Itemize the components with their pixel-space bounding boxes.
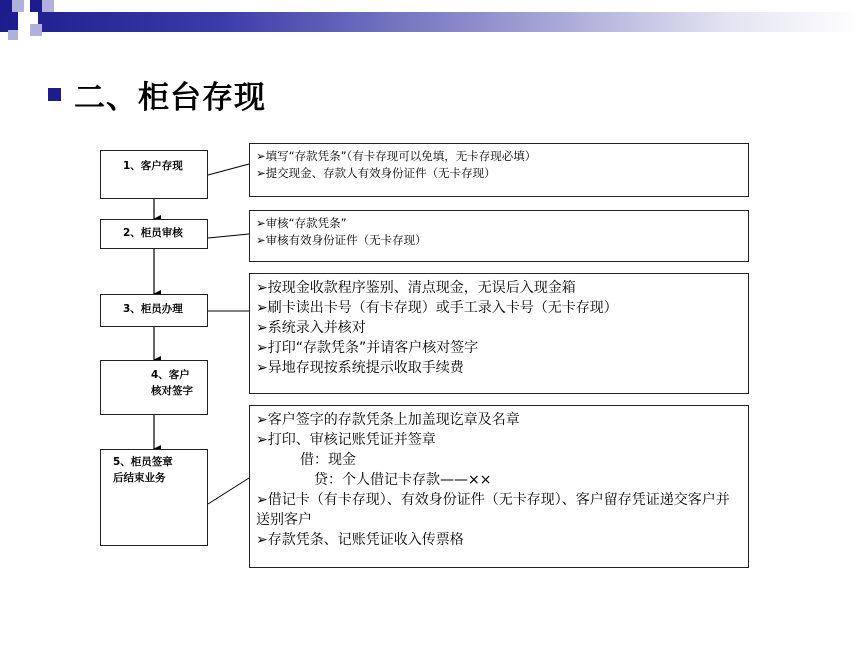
detail-line: ➢异地存现按系统提示收取手续费 (256, 360, 464, 376)
detail-line: ➢打印“存款凭条”并请客户核对签字 (256, 340, 479, 356)
link-step1-detail (208, 164, 249, 175)
step-label: 核对签字 (151, 385, 193, 397)
link-step2-detail (208, 234, 249, 238)
detail-line: ➢按现金收款程序鉴别、清点现金，无误后入现金箱 (256, 280, 576, 296)
detail-line: ➢借记卡（有卡存现）、有效身份证件（无卡存现）、客户留存凭证递交客户并送别客户 (256, 492, 730, 528)
detail-box-1 (249, 143, 749, 197)
detail-line: ➢审核有效身份证件（无卡存现） (256, 233, 427, 247)
step-box-4 (100, 360, 208, 415)
link-step5-detail (208, 478, 249, 504)
detail-line: ➢填写“存款凭条”（有卡存现可以免填，无卡存现必填） (256, 149, 537, 163)
detail-line: ➢存款凭条、记账凭证收入传票格 (256, 532, 464, 548)
journal-debit-line: 借：现金 (300, 452, 356, 468)
detail-line: ➢系统录入并核对 (256, 320, 366, 336)
step-box-1 (100, 150, 208, 199)
detail-line: ➢客户签字的存款凭条上加盖现讫章及名章 (256, 412, 520, 428)
detail-line: ➢提交现金、存款人有效身份证件（无卡存现） (256, 166, 496, 180)
detail-box-4 (249, 405, 749, 568)
step-box-2 (100, 219, 208, 249)
step-label: 4、客户 (151, 369, 190, 381)
detail-line: ➢打印、审核记账凭证并签章 (256, 432, 436, 448)
journal-credit-line: 贷：个人借记卡存款——×× (314, 472, 492, 488)
step-box-3 (100, 294, 208, 327)
step-label: 2、柜员审核 (123, 227, 183, 239)
step-label: 后结束业务 (113, 472, 166, 484)
detail-line: ➢刷卡读出卡号（有卡存现）或手工录入卡号（无卡存现） (256, 300, 618, 316)
detail-box-3 (249, 273, 749, 394)
page-title: 二、柜台存现 (74, 80, 266, 116)
detail-line: ➢审核“存款凭条” (256, 216, 347, 230)
step-label: 1、客户存现 (123, 160, 183, 172)
step-box-5 (100, 449, 208, 546)
detail-box-2 (249, 210, 749, 262)
step-label: 3、柜员办理 (123, 303, 183, 315)
step-label: 5、柜员签章 (113, 456, 173, 468)
